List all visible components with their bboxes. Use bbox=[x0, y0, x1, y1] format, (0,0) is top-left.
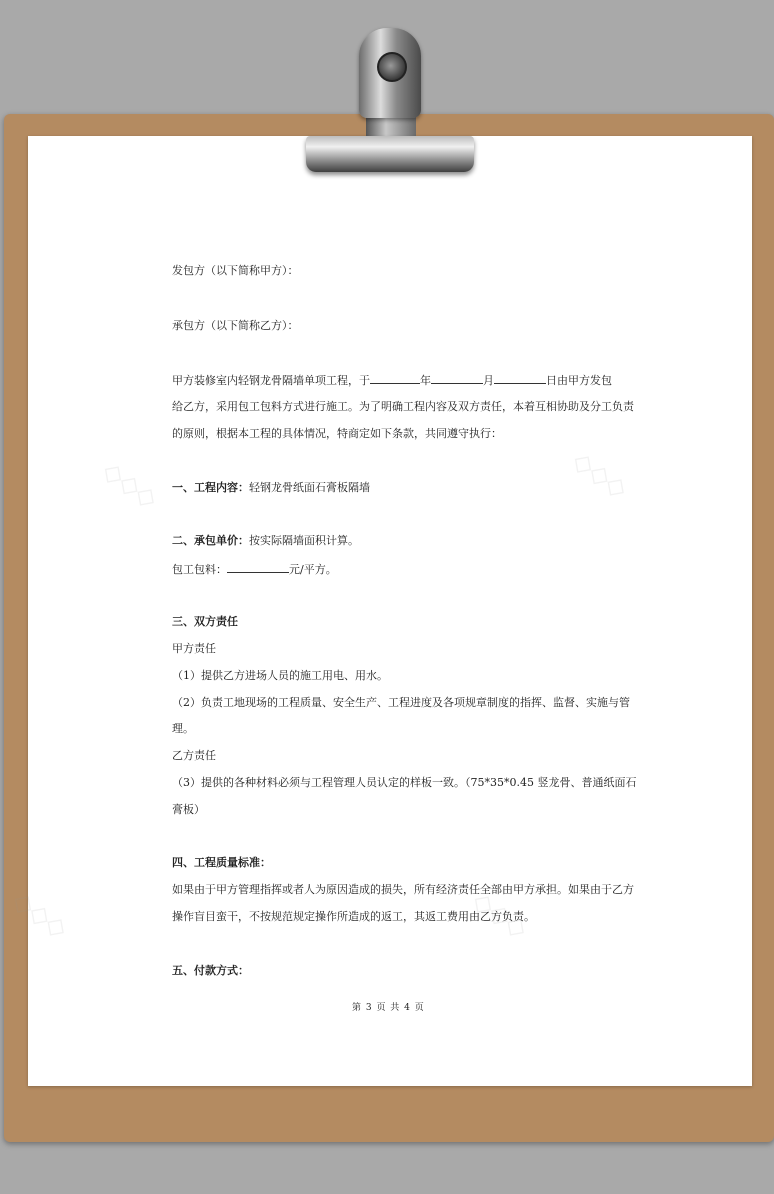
duty-item-3-line-1: （3）提供的各种材料必须与工程管理人员认定的样板一致。（75*35*0.45 竖龙骨、普通纸面石 bbox=[172, 776, 637, 789]
duty-item-3-line-2: 膏板） bbox=[172, 803, 205, 816]
section-1 bbox=[172, 481, 370, 495]
clip-hole bbox=[377, 52, 407, 82]
section-4-title: 四、工程质量标准： bbox=[172, 856, 271, 869]
watermark: ◇◇◇ bbox=[6, 885, 74, 945]
duty-item-1: （1）提供乙方进场人员的施工用电、用水。 bbox=[172, 669, 388, 682]
section-5-title: 五、付款方式： bbox=[172, 964, 249, 977]
price-line bbox=[172, 561, 337, 577]
day-label: 日由甲方发包 bbox=[546, 374, 612, 387]
duty-item-2-line-1: （2）负责工地现场的工程质量、安全生产、工程进度及各项规章制度的指挥、监督、实施与管 bbox=[172, 696, 630, 709]
duty-item-2-line-2: 理。 bbox=[172, 722, 194, 735]
intro-line-3: 的原则，根据本工程的具体情况，特商定如下条款，共同遵守执行： bbox=[172, 427, 502, 440]
section-2 bbox=[172, 534, 359, 548]
party-a-line: 发包方（以下简称甲方）： bbox=[172, 264, 299, 277]
party-b-duty-heading: 乙方责任 bbox=[172, 749, 216, 762]
section-2-title: 二、承包单价： bbox=[172, 534, 249, 547]
clip-base bbox=[306, 136, 474, 172]
section-2-text: 按实际隔墙面积计算。 bbox=[249, 534, 359, 547]
watermark: ◇◇◇ bbox=[466, 885, 534, 945]
price-unit: 元/平方。 bbox=[289, 563, 337, 576]
watermark: ◇◇◇ bbox=[566, 445, 634, 505]
date-day-blank bbox=[494, 372, 546, 384]
party-b-line: 承包方（以下简称乙方）： bbox=[172, 319, 299, 332]
section-1-title: 一、工程内容： bbox=[172, 481, 249, 494]
date-month-blank bbox=[431, 372, 483, 384]
month-label: 月 bbox=[483, 374, 494, 387]
section-4-line-2: 操作盲目蛮干，不按规范规定操作所造成的返工，其返工费用由乙方负责。 bbox=[172, 910, 535, 923]
intro-line-1 bbox=[172, 372, 612, 388]
intro-line-2: 给乙方，采用包工包料方式进行施工。为了明确工程内容及双方责任，本着互相协助及分工负责 bbox=[172, 400, 634, 413]
section-1-text: 轻钢龙骨纸面石膏板隔墙 bbox=[249, 481, 370, 494]
section-4-line-1: 如果由于甲方管理指挥或者人为原因造成的损失，所有经济责任全部由甲方承担。如果由于乙方 bbox=[172, 883, 634, 896]
page-number-footer: 第 3 页 共 4 页 bbox=[352, 1003, 425, 1013]
year-label: 年 bbox=[420, 374, 431, 387]
intro-text: 甲方装修室内轻钢龙骨隔墙单项工程，于 bbox=[172, 374, 370, 387]
price-blank bbox=[227, 561, 289, 573]
watermark: ◇◇◇ bbox=[96, 455, 164, 515]
document-page bbox=[28, 136, 752, 1086]
price-label: 包工包料： bbox=[172, 563, 227, 576]
section-3-title: 三、双方责任 bbox=[172, 615, 238, 628]
date-year-blank bbox=[370, 372, 420, 384]
party-a-duty-heading: 甲方责任 bbox=[172, 642, 216, 655]
